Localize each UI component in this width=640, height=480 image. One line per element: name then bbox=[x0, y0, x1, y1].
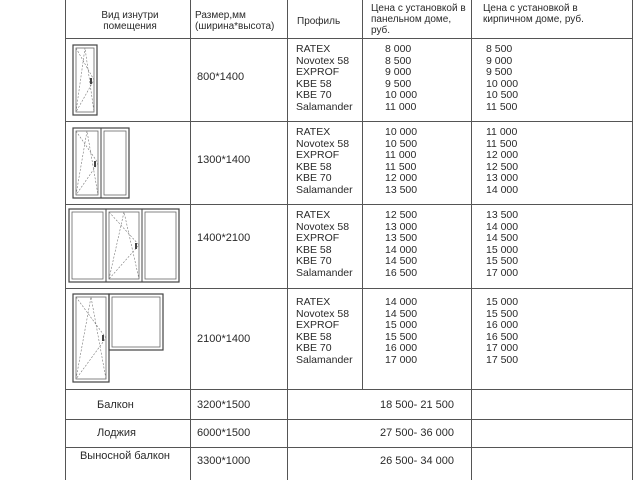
panel-prices-4 bbox=[385, 297, 417, 367]
price: 10 000 bbox=[486, 77, 519, 90]
grid-line bbox=[65, 447, 633, 448]
profile-name: KBE 58 bbox=[296, 160, 332, 173]
price: 14 500 bbox=[486, 232, 519, 245]
price: 14 000 bbox=[486, 183, 519, 196]
price: 17 000 bbox=[486, 342, 519, 355]
price: 16 500 bbox=[486, 330, 519, 343]
price: 13 500 bbox=[385, 232, 418, 245]
double-window-icon bbox=[72, 127, 130, 199]
size-4: 2100*1400 bbox=[197, 333, 251, 345]
price: 8 000 bbox=[385, 43, 412, 55]
profile-list-2 bbox=[296, 127, 353, 197]
price: 14 500 bbox=[385, 255, 418, 268]
price: 10 000 bbox=[385, 89, 418, 102]
profile-name: Salamander bbox=[296, 100, 353, 113]
grid-line bbox=[190, 0, 191, 480]
profile-name: Novotex 58 bbox=[296, 54, 350, 67]
price: 8 500 bbox=[486, 43, 513, 55]
price: 12 500 bbox=[486, 160, 519, 173]
balcony-label: Балкон bbox=[97, 399, 134, 411]
profile-list-3 bbox=[296, 210, 353, 280]
profile-list-1 bbox=[296, 44, 353, 114]
price: 10 500 bbox=[486, 89, 519, 102]
grid-line bbox=[471, 0, 472, 480]
header-size: Размер,мм (ширина*высота) bbox=[195, 10, 275, 32]
brick-prices-1 bbox=[486, 44, 518, 114]
price: 9 500 bbox=[385, 77, 412, 90]
remote-balcony-label: Выносной балкон bbox=[79, 450, 171, 462]
triple-window-icon bbox=[68, 208, 180, 283]
price: 8 500 bbox=[385, 54, 412, 67]
profile-list-4 bbox=[296, 297, 353, 367]
profile-name: RATEX bbox=[296, 209, 331, 221]
price: 13 000 bbox=[486, 172, 519, 185]
price: 11 500 bbox=[385, 160, 417, 173]
profile-name: Salamander bbox=[296, 183, 353, 196]
profile-name: EXPROF bbox=[296, 232, 340, 245]
grid-line bbox=[65, 419, 633, 420]
single-window-icon bbox=[72, 44, 98, 116]
price: 11 000 bbox=[486, 126, 518, 138]
grid-line bbox=[632, 0, 633, 480]
profile-name: EXPROF bbox=[296, 149, 340, 162]
price: 11 000 bbox=[385, 100, 417, 113]
price: 11 500 bbox=[486, 137, 518, 150]
panel-prices-1 bbox=[385, 44, 417, 114]
price: 15 000 bbox=[385, 319, 418, 332]
header-price-brick: Цена с установкой в кирпичном доме, руб. bbox=[483, 3, 584, 25]
price: 9 000 bbox=[385, 66, 412, 79]
brick-prices-3 bbox=[486, 210, 518, 280]
price: 13 000 bbox=[385, 220, 418, 233]
price: 17 000 bbox=[385, 353, 418, 366]
price: 16 500 bbox=[385, 266, 418, 279]
size-2: 1300*1400 bbox=[197, 154, 251, 166]
header-price-panel: Цена с установкой в панельном доме, руб. bbox=[371, 3, 466, 36]
price: 14 000 bbox=[385, 243, 418, 256]
profile-name: Novotex 58 bbox=[296, 307, 350, 320]
price: 15 500 bbox=[486, 255, 519, 268]
profile-name: RATEX bbox=[296, 126, 331, 138]
profile-name: Novotex 58 bbox=[296, 220, 350, 233]
price: 11 000 bbox=[385, 149, 417, 162]
profile-name: KBE 58 bbox=[296, 77, 332, 90]
balcony-size: 3200*1500 bbox=[197, 399, 251, 411]
price: 15 000 bbox=[486, 296, 519, 308]
price: 13 500 bbox=[486, 209, 519, 221]
remote-balcony-price: 26 500- 34 000 bbox=[380, 455, 455, 467]
size-1: 800*1400 bbox=[197, 71, 245, 83]
profile-name: KBE 58 bbox=[296, 330, 332, 343]
grid-line bbox=[65, 389, 633, 390]
price-table bbox=[65, 0, 633, 480]
profile-name: Novotex 58 bbox=[296, 137, 350, 150]
price: 14 500 bbox=[385, 307, 418, 320]
price: 17 000 bbox=[486, 266, 519, 279]
profile-name: RATEX bbox=[296, 296, 331, 308]
price: 11 500 bbox=[486, 100, 518, 113]
profile-name: RATEX bbox=[296, 43, 331, 55]
grid-line bbox=[65, 288, 633, 289]
price: 16 000 bbox=[486, 319, 519, 332]
grid-line bbox=[287, 0, 288, 480]
price: 15 500 bbox=[486, 307, 519, 320]
header-profile: Профиль bbox=[297, 16, 341, 27]
brick-prices-4 bbox=[486, 297, 518, 367]
price: 9 500 bbox=[486, 66, 513, 79]
grid-line bbox=[65, 204, 633, 205]
profile-name: Salamander bbox=[296, 353, 353, 366]
profile-name: EXPROF bbox=[296, 66, 340, 79]
price: 13 500 bbox=[385, 183, 418, 196]
price: 16 000 bbox=[385, 342, 418, 355]
loggia-label: Лоджия bbox=[97, 427, 136, 439]
loggia-size: 6000*1500 bbox=[197, 427, 251, 439]
size-3: 1400*2100 bbox=[197, 232, 251, 244]
price: 12 000 bbox=[486, 149, 519, 162]
price: 10 500 bbox=[385, 137, 418, 150]
price: 15 000 bbox=[486, 243, 519, 256]
profile-name: KBE 70 bbox=[296, 342, 332, 355]
price: 17 500 bbox=[486, 353, 519, 366]
grid-line bbox=[65, 121, 633, 122]
loggia-price: 27 500- 36 000 bbox=[380, 427, 455, 439]
price: 12 500 bbox=[385, 209, 418, 221]
brick-prices-2 bbox=[486, 127, 518, 197]
price: 9 000 bbox=[486, 54, 513, 67]
profile-name: KBE 70 bbox=[296, 172, 332, 185]
profile-name: EXPROF bbox=[296, 319, 340, 332]
price: 14 000 bbox=[385, 296, 418, 308]
grid-line bbox=[65, 0, 66, 480]
price: 12 000 bbox=[385, 172, 418, 185]
header-view: Вид изнутри помещения bbox=[101, 10, 159, 32]
grid-line bbox=[362, 0, 363, 390]
profile-name: KBE 70 bbox=[296, 89, 332, 102]
remote-balcony-size: 3300*1000 bbox=[197, 455, 251, 467]
panel-prices-3 bbox=[385, 210, 417, 280]
profile-name: KBE 70 bbox=[296, 255, 332, 268]
grid-line bbox=[65, 38, 633, 39]
panel-prices-2 bbox=[385, 127, 417, 197]
profile-name: Salamander bbox=[296, 266, 353, 279]
price: 15 500 bbox=[385, 330, 418, 343]
price: 14 000 bbox=[486, 220, 519, 233]
balcony-price: 18 500- 21 500 bbox=[380, 399, 455, 411]
profile-name: KBE 58 bbox=[296, 243, 332, 256]
balcony-door-icon bbox=[72, 293, 164, 383]
price: 10 000 bbox=[385, 126, 418, 138]
